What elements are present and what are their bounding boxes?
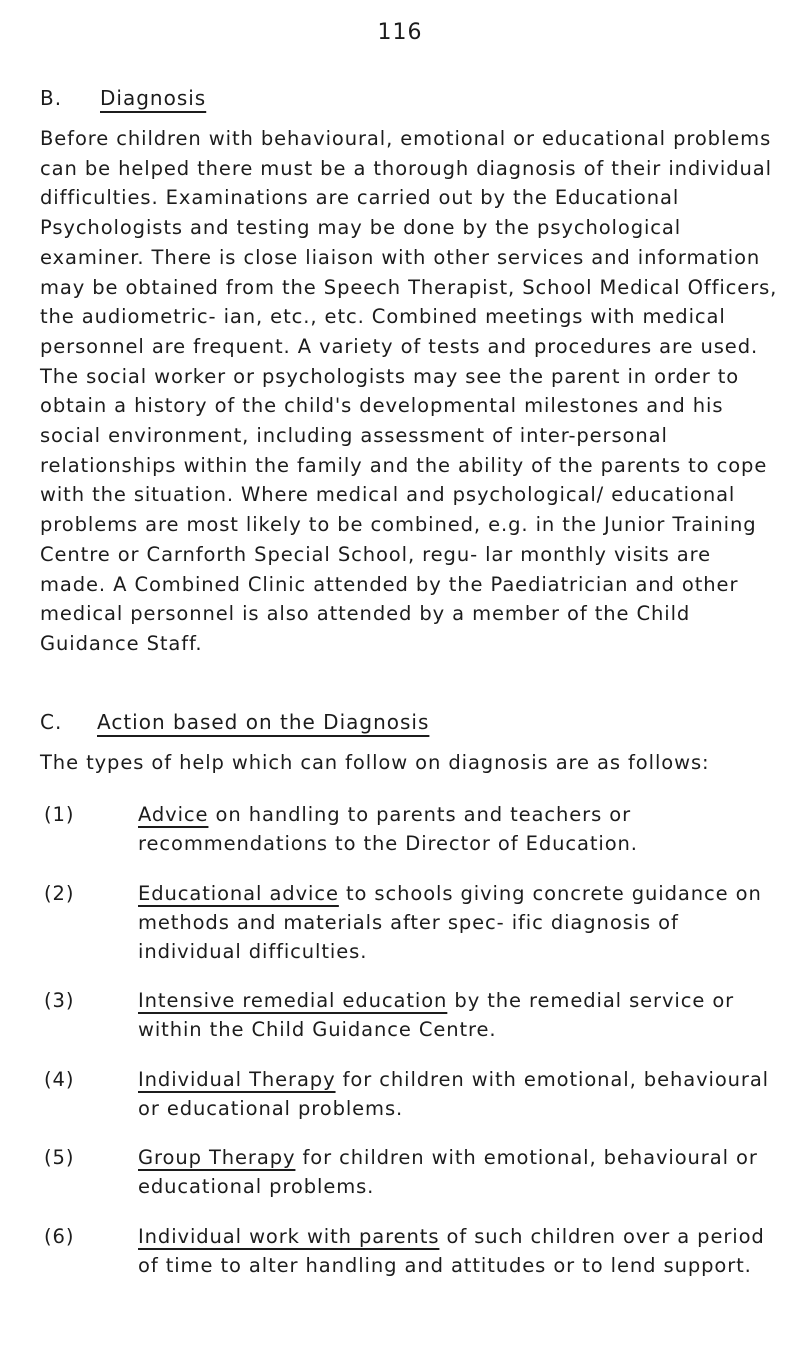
list-item [40, 1222, 785, 1280]
item-text: for children with emotional, behavioural or educational problems. [138, 1146, 758, 1198]
item-text: by the remedial service or within the Child Guidance Centre. [138, 989, 735, 1041]
item-lead: Advice [138, 803, 209, 826]
item-number: (4) [44, 1067, 75, 1091]
item-lead: Individual Therapy [138, 1067, 336, 1091]
item-text: of such children over a period of time to alter handling and attitudes or to lend support. [138, 1224, 765, 1277]
item-text: for children with emotional, behavioural or educational problems. [138, 1067, 770, 1120]
section-title: Action based on the Diagnosis [97, 710, 430, 734]
item-lead: Intensive remedial education [138, 989, 448, 1012]
list-item [40, 1065, 785, 1123]
help-types-list [40, 800, 785, 1300]
section-letter: B. [40, 86, 63, 110]
list-item [40, 986, 785, 1044]
list-item [40, 1143, 785, 1201]
item-lead: Individual work with parents [138, 1224, 440, 1248]
section-heading-b [40, 86, 206, 110]
diagnosis-paragraph: Before children with behavioural, emotional or educational problems can be helped there must be a thorough diagnosis of their individual difficulties. Examinations are carried out by the Educational Psychologists and testing may be done by the psychological examiner. There is close liaison with other services and information may be obtained from the Speech Therapist, School Medical Officers, the audiometric- ian, etc., etc. Combined meetings with medical personnel are frequent. A variety of tests and procedures are used. The social worker or psychologists may see the parent in order to obtain a history of the child's developmental milestones and his social environment, including assessment of inter-personal relationships within the family and the ability of the parents to cope with the situation. Where medical and psychological/ educational problems are most likely to be combined, e.g. in the Junior Training Centre or Carnforth Special School, regu- lar monthly visits are made. A Combined Clinic attended by the Paediatrician and other medical personnel is also attended by a member of the Child Guidance Staff. [40, 127, 778, 655]
item-lead: Educational advice [138, 881, 339, 905]
item-number: (1) [44, 803, 75, 826]
list-item [40, 800, 785, 858]
list-item [40, 879, 785, 966]
item-number: (6) [44, 1224, 75, 1248]
item-number: (3) [44, 989, 75, 1012]
item-number: (2) [44, 881, 75, 905]
item-text: on handling to parents and teachers or recommendations to the Director of Education. [138, 803, 638, 855]
page-number: 116 [377, 20, 423, 45]
section-title: Diagnosis [100, 86, 207, 110]
action-intro: The types of help which can follow on diagnosis are as follows: [40, 751, 710, 774]
item-lead: Group Therapy [138, 1146, 296, 1169]
section-letter: C. [40, 710, 63, 734]
section-heading-c [40, 710, 429, 734]
item-text: to schools giving concrete guidance on methods and materials after spec- ific diagnosis of individual difficulties. [138, 881, 762, 963]
item-number: (5) [44, 1146, 75, 1169]
